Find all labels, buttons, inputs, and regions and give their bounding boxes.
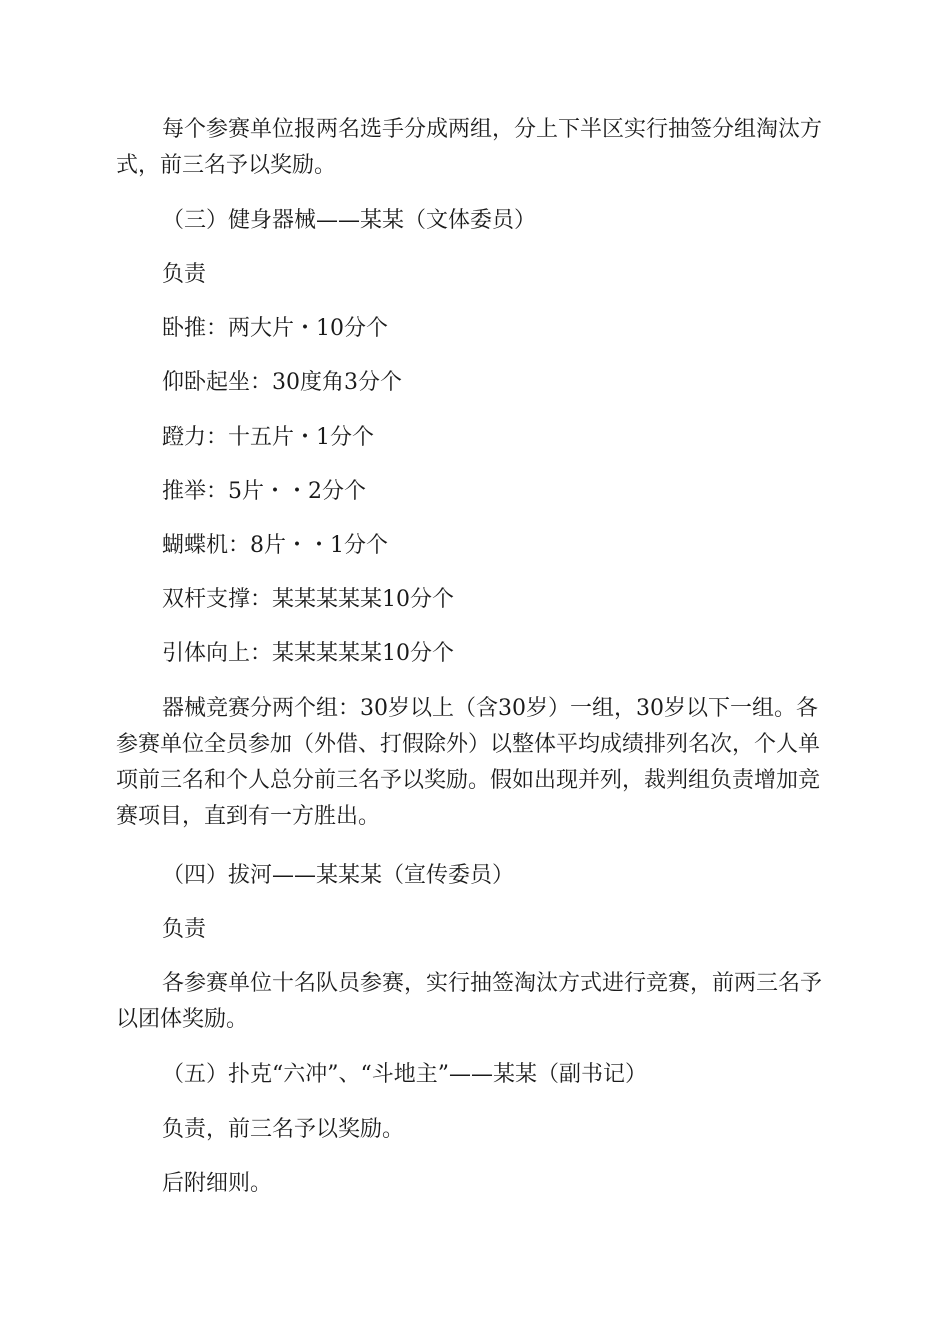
list-item-bench-press: 卧推：两大片・10分个 <box>162 316 388 341</box>
paragraph-responsible-2: 负责 <box>162 917 207 942</box>
paragraph-tug-of-war-rules: 各参赛单位十名队员参赛，实行抽签淘汰方式进行竞赛，前两三名予以团体奖励。 <box>116 971 823 1032</box>
list-item-pull-ups: 引体向上：某某某某某10分个 <box>162 641 454 666</box>
list-item-butterfly-machine: 蝴蝶机：8片・・1分个 <box>162 533 388 558</box>
paragraph-responsible: 负责 <box>162 262 207 287</box>
list-item-overhead-press: 推举：5片・・2分个 <box>162 479 366 504</box>
list-item-parallel-bars: 双杆支撑：某某某某某10分个 <box>162 587 454 612</box>
list-item-leg-press: 蹬力：十五片・1分个 <box>162 425 374 450</box>
paragraph-equipment-rules: 器械竞赛分两个组：30岁以上（含30岁）一组，30岁以下一组。各参赛单位全员参加（外借、打假除外）以整体平均成绩排列名次，个人单项前三名和个人总分前三名予以奖励。假如出现并列，裁判组负责增加竞赛项目，直到有一方胜出。 <box>116 696 821 829</box>
section-heading-tug-of-war: （四）拔河——某某某（宣传委员） <box>162 863 515 888</box>
list-item-sit-ups: 仰卧起坐：30度角3分个 <box>162 370 402 395</box>
paragraph-poker-rules: 负责，前三名予以奖励。 <box>162 1117 405 1142</box>
section-heading-fitness-equipment: （三）健身器械——某某（文体委员） <box>162 208 537 233</box>
section-heading-poker: （五）扑克“六冲”、“斗地主”——某某（副书记） <box>162 1062 647 1087</box>
paragraph-rules-tennis: 每个参赛单位报两名选手分成两组，分上下半区实行抽签分组淘汰方式，前三名予以奖励。 <box>116 117 823 178</box>
paragraph-appendix-note: 后附细则。 <box>162 1171 273 1196</box>
